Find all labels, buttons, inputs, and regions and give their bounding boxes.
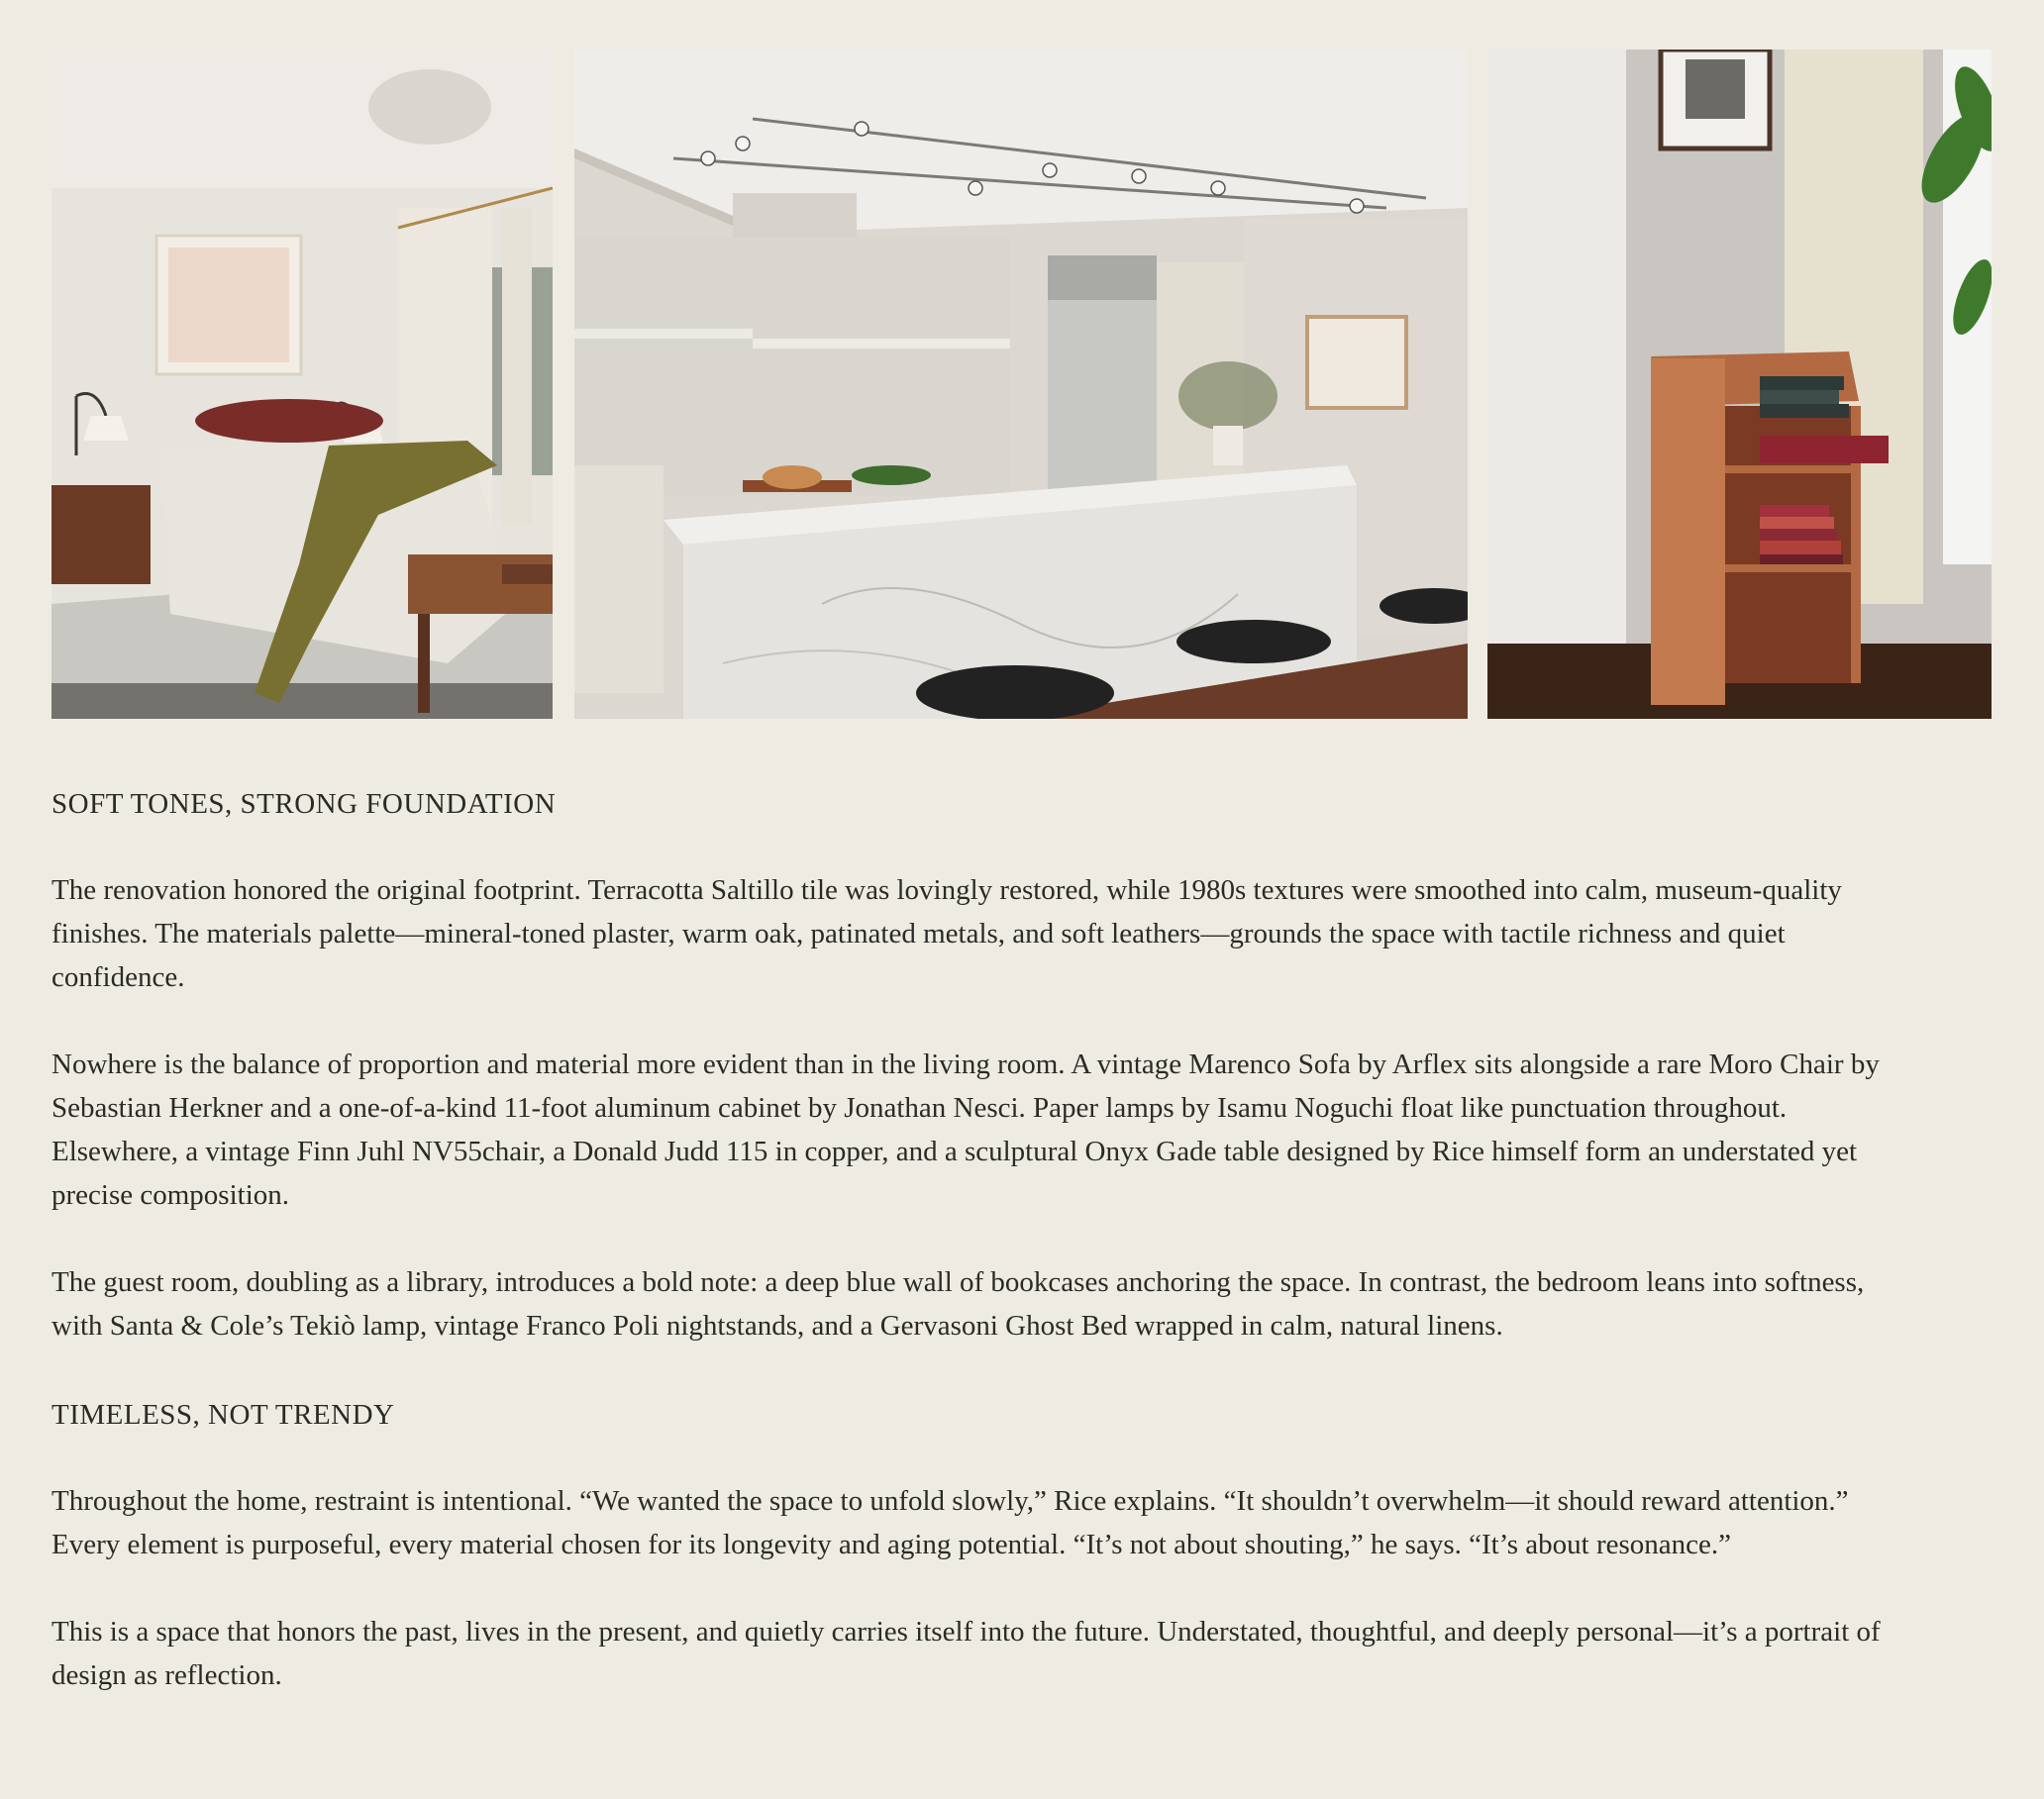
article-paragraph: Nowhere is the balance of proportion and material more evident than in the living room. A vintage Marenco Sofa by Arflex sits alongside a rare Moro Chair by Sebastian Herkner and a one-of-a-kind 11-foot aluminum cabinet by Jonathan Nesci. Paper lamps by Isamu Noguchi float like punctuation throughout. Elsewhere, a vintage Finn Juhl NV55chair, a Donald Judd 115 in copper, and a sculptural Onyx Gade table designed by Rice himself form an understated yet precise composition. [51, 1049, 1880, 1211]
article-paragraph: This is a space that honors the past, lives in the present, and quietly carries itself into the future. Understated, thoughtful, and deeply personal—it’s a portrait of design as reflection. [51, 1616, 1881, 1691]
bedroom-photo[interactable] [51, 50, 553, 719]
shelf-illustration [1487, 50, 1992, 719]
shelf-photo[interactable] [1487, 50, 1992, 719]
photo-gallery [51, 50, 1992, 719]
kitchen-photo[interactable] [574, 50, 1468, 719]
article-body [51, 780, 1903, 1741]
kitchen-illustration [574, 50, 1468, 719]
section-heading: TIMELESS, NOT TRENDY [51, 1399, 395, 1431]
bedroom-illustration [51, 50, 553, 719]
article-paragraph: The renovation honored the original footprint. Terracotta Saltillo tile was lovingly restored, while 1980s textures were smoothed into calm, museum-quality finishes. The materials palette—mineral-toned plaster, warm oak, patinated metals, and soft leathers—grounds the space with tactile richness and quiet confidence. [51, 874, 1842, 993]
article-paragraph: Throughout the home, restraint is intentional. “We wanted the space to unfold slowly,” Rice explains. “It shouldn’t overwhelm—it should reward attention.” Every element is purposeful, every material chosen for its longevity and aging potential. “It’s not about shouting,” he says. “It’s about resonance.” [51, 1485, 1849, 1560]
section-heading: SOFT TONES, STRONG FOUNDATION [51, 788, 557, 820]
article-paragraph: The guest room, doubling as a library, introduces a bold note: a deep blue wall of bookcases anchoring the space. In contrast, the bedroom leans into softness, with Santa & Cole’s Tekiò lamp, vintage Franco Poli nightstands, and a Gervasoni Ghost Bed wrapped in calm, natural linens. [51, 1266, 1865, 1342]
